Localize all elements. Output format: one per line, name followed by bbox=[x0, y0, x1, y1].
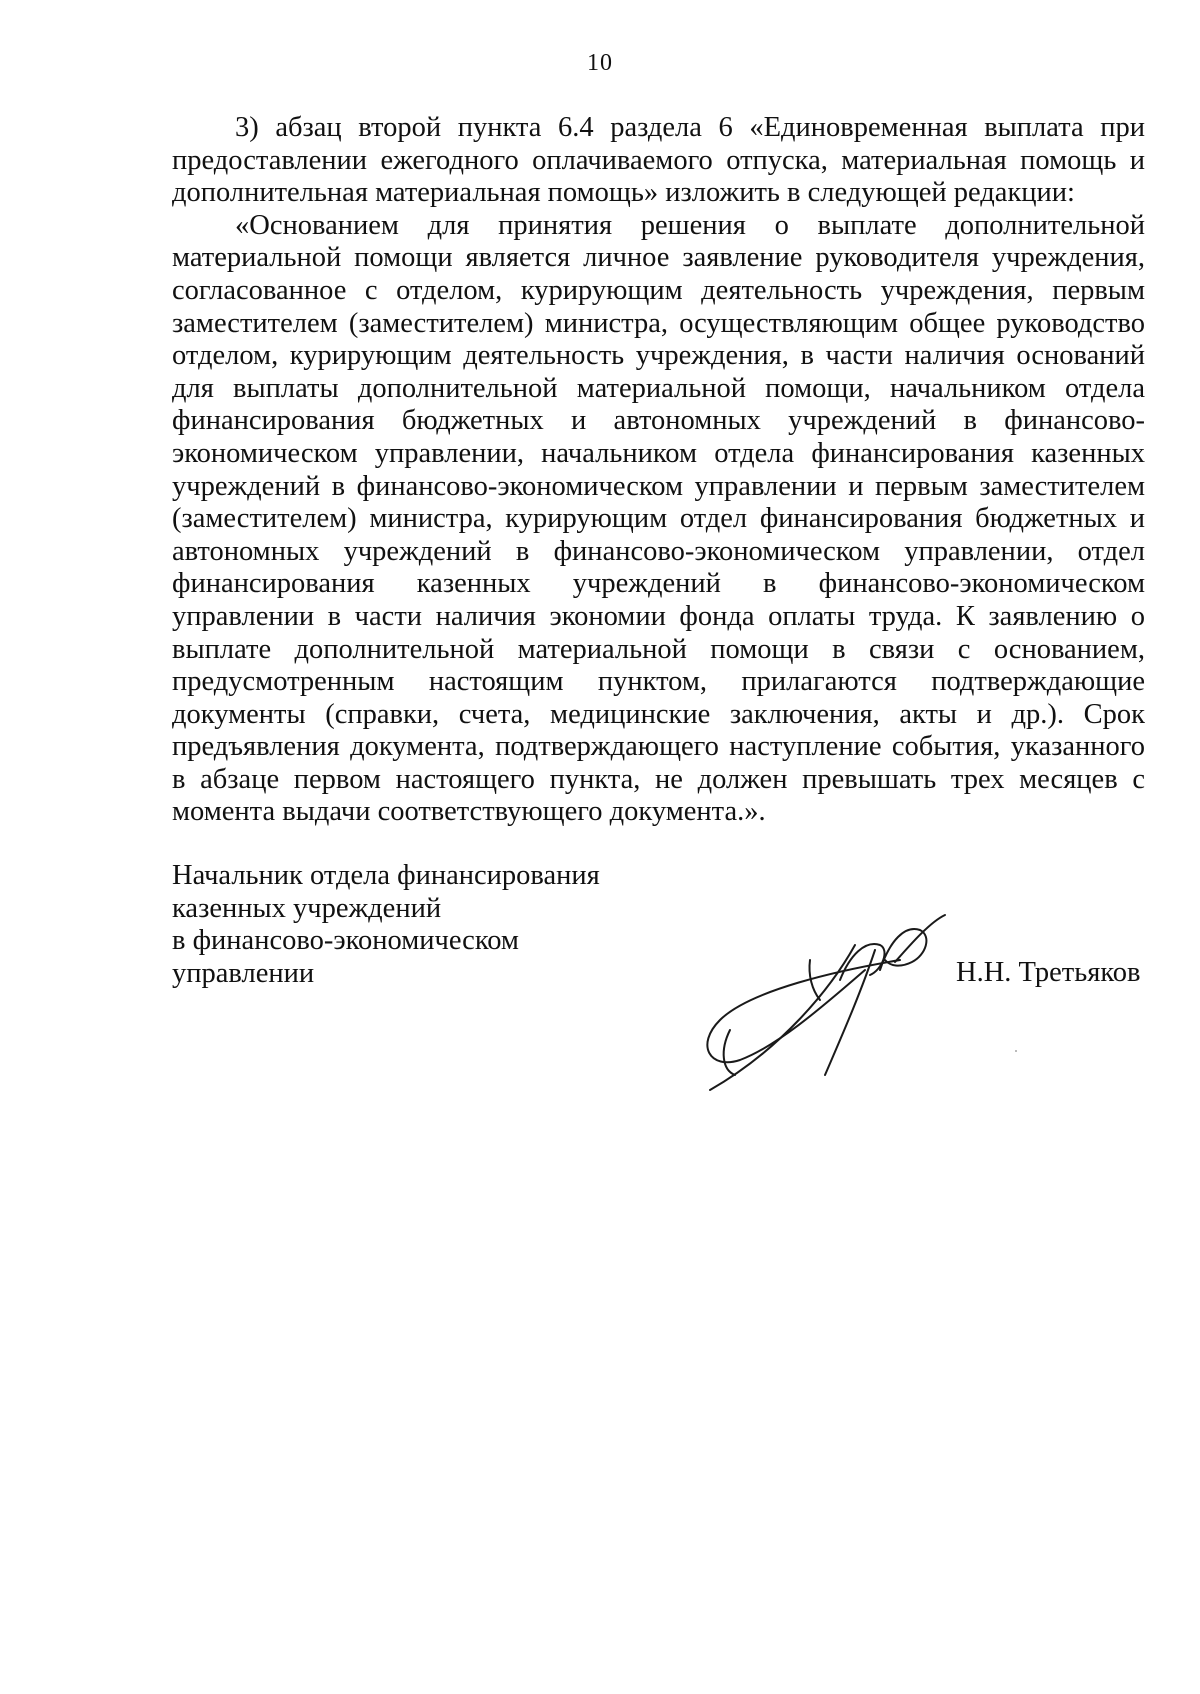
position-line: Начальник отдела финансирования bbox=[172, 860, 600, 891]
position-line: в финансово-экономическом bbox=[172, 925, 519, 956]
scan-speck bbox=[1015, 1050, 1017, 1052]
position-line: управлении bbox=[172, 957, 315, 989]
handwritten-signature bbox=[690, 900, 950, 1100]
paragraph-amendment-intro: 3) абзац второй пункта 6.4 раздела 6 «Единовременная выплата при предоставлении ежегодного оплачиваемого отпуска, материальная помощь и дополнительная материальная помощь» изложить в следующей редакции: bbox=[172, 112, 1145, 209]
signatory-position bbox=[172, 860, 632, 990]
paragraph-amendment-text: «Основанием для принятия решения о выплате дополнительной материальной помощи является личное заявление руководителя учреждения, согласованное с отделом, курирующим деятельность учреждения, первым заместителем (заместителем) министра, осуществляющим общее руководство отделом, курирующим деятельность учреждения, в части наличия оснований для выплаты дополнительной материальной помощи, начальником отдела финансирования бюджетных и автономных учреждений в финансово-экономическом управлении, начальником отдела финансирования казенных учреждений в финансово-экономическом управлении и первым заместителем (заместителем) министра, курирующим отдел финансирования бюджетных и автономных учреждений в финансово-экономическом управлении, отдел финансирования казенных учреждений в финансово-экономическом управлении в части наличия экономии фонда оплаты труда. К заявлению о выплате дополнительной материальной помощи в связи с основанием, предусмотренным настоящим пунктом, прилагаются подтверждающие документы (справки, счета, медицинские заключения, акты и др.). Срок предъявления документа, подтверждающего наступление события, указанного в абзаце первом настоящего пункта, не должен превышать трех месяцев с момента выдачи соответствующего документа.». bbox=[172, 209, 1145, 828]
position-line: казенных учреждений bbox=[172, 892, 442, 924]
signer-name: Н.Н. Третьяков bbox=[956, 957, 1141, 988]
document-body bbox=[172, 112, 1145, 829]
page-number: 10 bbox=[587, 50, 613, 76]
